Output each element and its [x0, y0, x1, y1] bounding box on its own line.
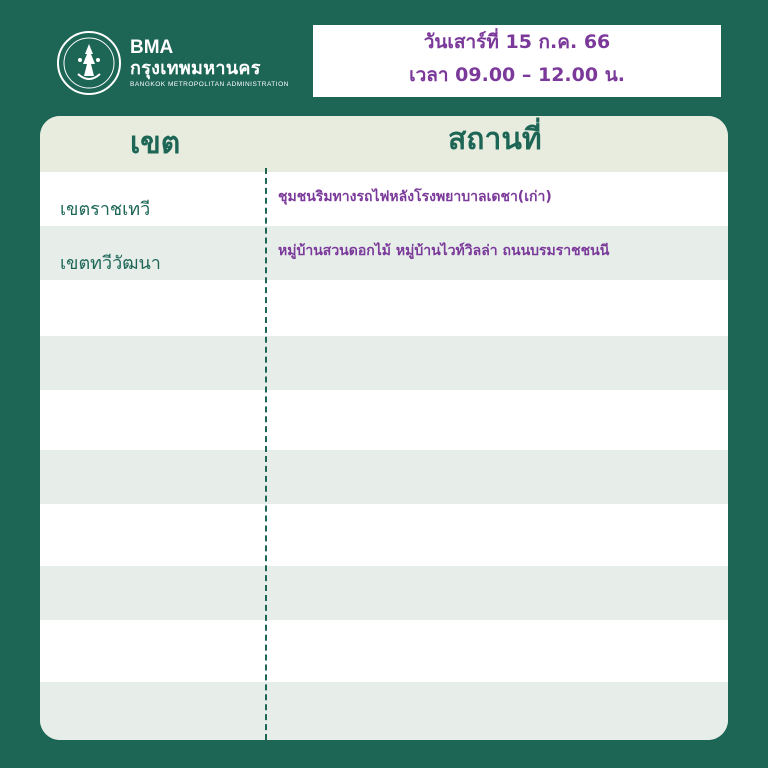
header-district: เขต — [130, 126, 181, 161]
table-row — [40, 682, 728, 740]
row-district: เขตราชเทวี — [60, 199, 151, 220]
header-place: สถานที่ — [448, 122, 542, 157]
schedule-time: เวลา 09.00 – 12.00 น. — [409, 64, 625, 86]
schedule-box — [313, 25, 721, 97]
brand-name-en: BMA — [130, 36, 174, 58]
schedule-date: วันเสาร์ที่ 15 ก.ค. 66 — [423, 31, 611, 53]
brand-name-th: กรุงเทพมหานคร — [130, 57, 261, 79]
table-header — [40, 116, 728, 172]
column-divider — [265, 168, 267, 740]
table-row — [40, 172, 728, 226]
location-table — [40, 116, 728, 740]
table-row — [40, 620, 728, 682]
row-district: เขตทวีวัฒนา — [60, 253, 161, 274]
table-row — [40, 504, 728, 566]
table-row — [40, 226, 728, 280]
table-row — [40, 566, 728, 620]
brand-subtitle: BANGKOK METROPOLITAN ADMINISTRATION — [130, 80, 289, 88]
row-place: หมู่บ้านสวนดอกไม้ หมู่บ้านไวท์วิลล่า ถนนบรมราชชนนี — [278, 243, 610, 259]
bma-seal-icon — [56, 30, 122, 96]
table-row — [40, 390, 728, 450]
table-row — [40, 280, 728, 336]
table-row — [40, 450, 728, 504]
table-row — [40, 336, 728, 390]
bma-logo — [56, 30, 289, 96]
row-place: ชุมชนริมทางรถไฟหลังโรงพยาบาลเดชา(เก่า) — [278, 189, 552, 205]
